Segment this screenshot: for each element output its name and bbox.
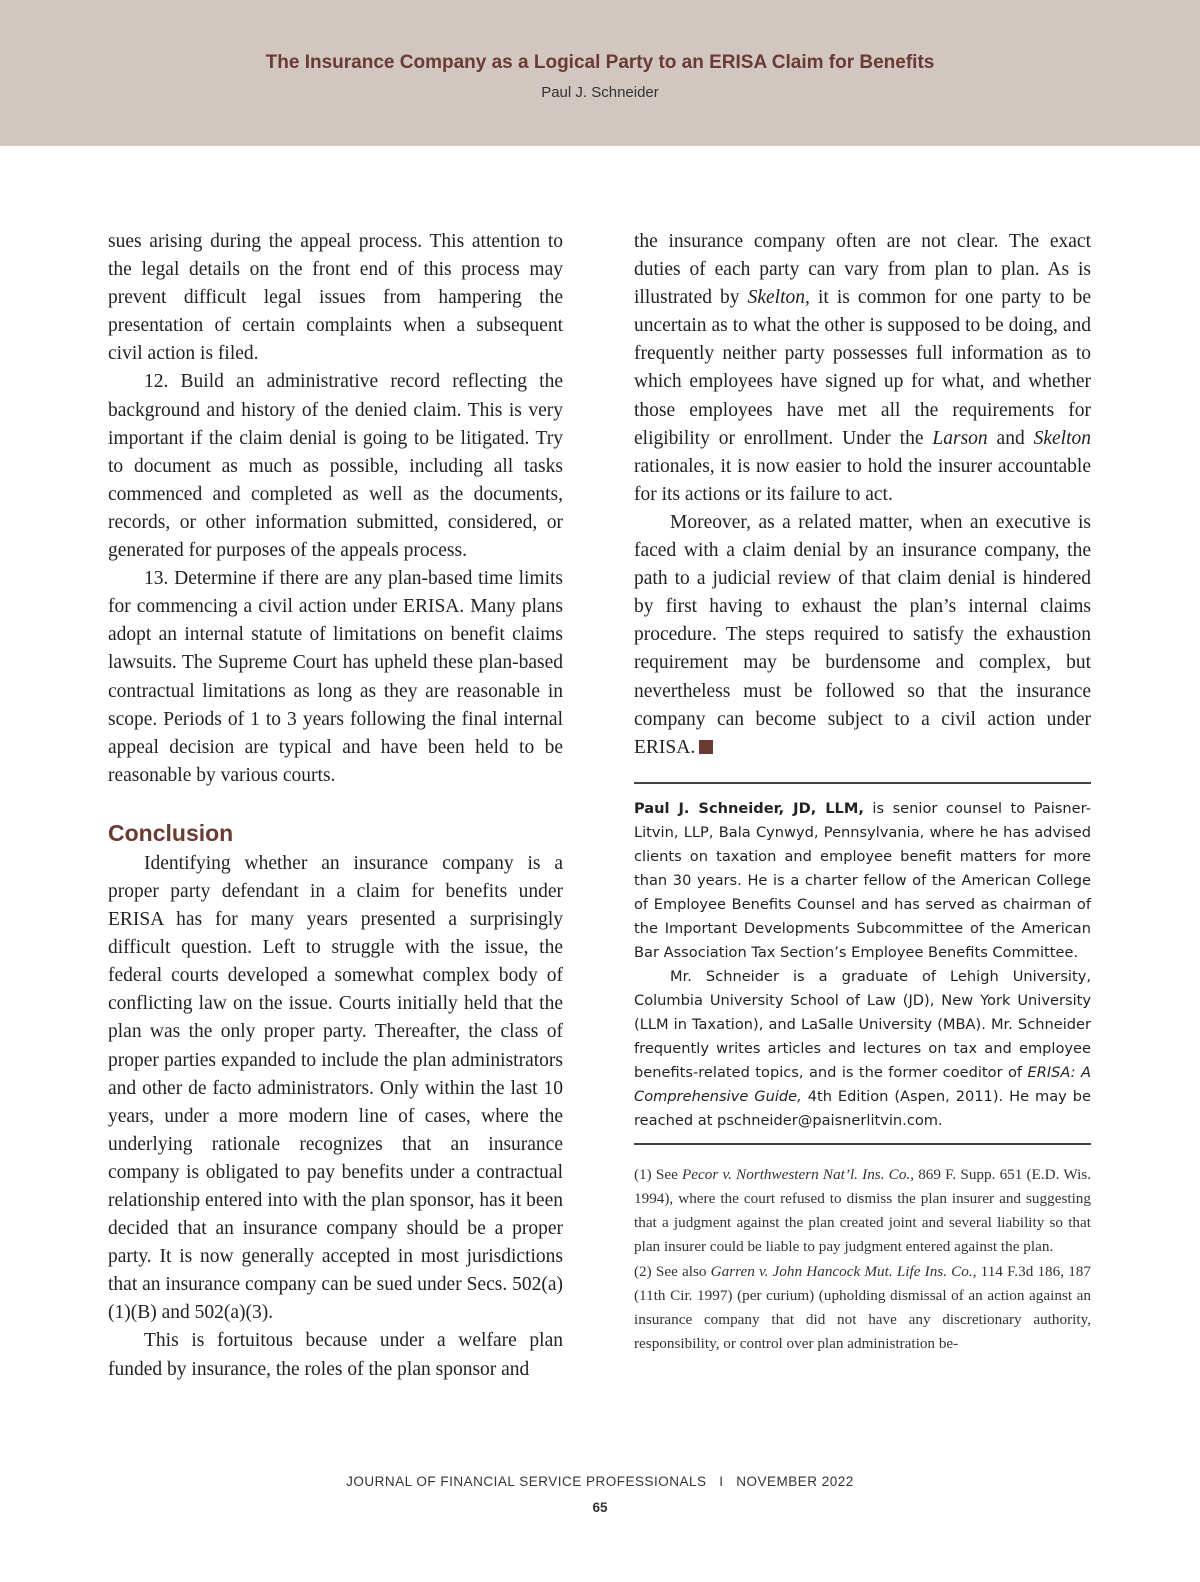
paragraph: 13. Determine if there are any plan-based time limits for commencing a civil action under ERISA. Many plans adopt an internal statute of limitations on benefit claims lawsuits. The Supreme Court has upheld these plan-based contractual limitations as long as they are reasonable in scope. Periods of 1 to 3 years following the final internal appeal decision are typical and have been held to be reasonable by various courts.: [108, 568, 563, 786]
divider: [634, 1143, 1091, 1145]
text-run: Moreover, as a related matter, when an executive is faced with a claim denial by an insurance company, the path to a judicial review of that claim denial is hindered by first having to exhaust the plan’s internal claims procedure. The steps required to satisfy the exhaustion requirement may be burdensome and complex, but nevertheless must be followed so that the insurance company can become subject to a civil action under ERISA.: [634, 511, 1091, 758]
page-header: [0, 0, 1200, 146]
case-name: Skelton: [747, 287, 806, 309]
journal-footer: JOURNAL OF FINANCIAL SERVICE PROFESSIONALS I NOVEMBER 2022: [346, 1474, 854, 1489]
case-name: Skelton: [1033, 427, 1091, 449]
footnote: [634, 1260, 1091, 1357]
text-run: , 869 F. Supp. 651 (E.D. Wis. 1994), where the court refused to dismiss the plan insurer and suggesting that a judgment against the plan created joint and several liability so that plan insurer could be liable to pay judgment entered against the plan.: [634, 1165, 1092, 1256]
end-mark-icon: [699, 740, 713, 754]
text-run: the insurance company often are not clear. The exact duties of each party can vary from plan to plan. As is illustrated by: [634, 231, 1091, 309]
text-run: rationales, it is now easier to hold the insurer accountable for its actions or its failure to act.: [634, 455, 1091, 505]
page-number: 65: [592, 1500, 608, 1515]
text-run: and: [987, 427, 1034, 449]
author-bio: [634, 797, 1091, 1133]
case-name: Larson: [932, 427, 988, 449]
article-author: Paul J. Schneider: [541, 84, 659, 101]
book-title: ERISA: A Comprehensive Guide,: [634, 1063, 1091, 1105]
text-run: (1) See: [634, 1165, 683, 1183]
paragraph: This is fortuitous because under a welfare plan funded by insurance, the roles of the plan sponsor and: [108, 1330, 563, 1380]
bio-paragraph: [634, 797, 1091, 965]
bio-name: Paul J. Schneider, JD, LLM,: [634, 799, 864, 817]
article-title: The Insurance Company as a Logical Party to an ERISA Claim for Benefits: [265, 52, 935, 73]
text-run: is senior counsel to Paisner-Litvin, LLP, Bala Cynwyd, Pennsylvania, where he has advised clients on taxation and employee benefit matters for more than 30 years. He is a charter fellow of the American College of Employee Benefits Counsel and has served as chairman of the Important Developments Subcommittee of the American Bar Association Tax Section’s Employee Benefits Committee.: [634, 799, 1091, 961]
conclusion-heading: Conclusion: [108, 819, 234, 846]
paragraph: [634, 509, 1091, 762]
left-column: [108, 228, 563, 1384]
right-column: [634, 228, 1091, 1356]
bio-paragraph: [634, 965, 1091, 1133]
paragraph: sues arising during the appeal process. This attention to the legal details on the front end of this process may prevent difficult legal issues from hampering the presentation of certain complaints when a subsequent civil action is filed.: [108, 231, 563, 365]
paragraph: Identifying whether an insurance company is a proper party defendant in a claim for benefits under ERISA has for many years presented a surprisingly difficult question. Left to struggle with the issue, the federal courts developed a somewhat complex body of conflicting law on the issue. Courts initially held that the plan was the only proper party. Thereafter, the class of proper parties expanded to include the plan administrators and other de facto administrators. Only within the last 10 years, under a more modern line of cases, where the underlying rationale recognizes that an insurance company is obligated to pay benefits under a contractual relationship entered into with the plan sponsor, has it been decided that an insurance company should be a proper party. It is now generally accepted in most jurisdictions that an insurance company can be sued under Secs. 502(a)(1)(B) and 502(a)(3).: [108, 852, 563, 1324]
text-run: (2) See also: [634, 1262, 711, 1280]
divider: [634, 782, 1091, 784]
text-run: 4th Edition (Aspen, 2011). He may be reached at pschneider@paisnerlitvin.com.: [634, 1087, 1091, 1129]
case-name: Garren v. John Hancock Mut. Life Ins. Co.: [710, 1262, 973, 1280]
footnotes: [634, 1163, 1091, 1357]
paragraph: 12. Build an administrative record reflecting the background and history of the denied claim. This is very important if the claim denial is going to be litigated. Try to document as much as possible, including all tasks commenced and completed as well as the documents, records, or other information submitted, considered, or generated for purposes of the appeals process.: [108, 371, 563, 562]
footnote: [634, 1163, 1091, 1260]
text-run: , it is common for one party to be uncertain as to what the other is supposed to be doing, and frequently neither party possesses full information as to which employees have signed up for what, and whether those employees have met all the requirements for eligibility or enrollment. Under the: [634, 287, 1091, 449]
paragraph: [634, 228, 1091, 509]
text-run: , 114 F.3d 186, 187 (11th Cir. 1997) (per curium) (upholding dismissal of an action against an insurance company that did not have any discretionary authority, responsibility, or control over plan administration be-: [634, 1262, 1091, 1353]
text-run: Mr. Schneider is a graduate of Lehigh University, Columbia University School of Law (JD), New York University (LLM in Taxation), and LaSalle University (MBA). Mr. Schneider frequently writes articles and lectures on tax and employee benefits-related topics, and is the former coeditor of: [634, 967, 1091, 1081]
case-name: Pecor v. Northwestern Nat’l. Ins. Co.: [682, 1165, 911, 1183]
